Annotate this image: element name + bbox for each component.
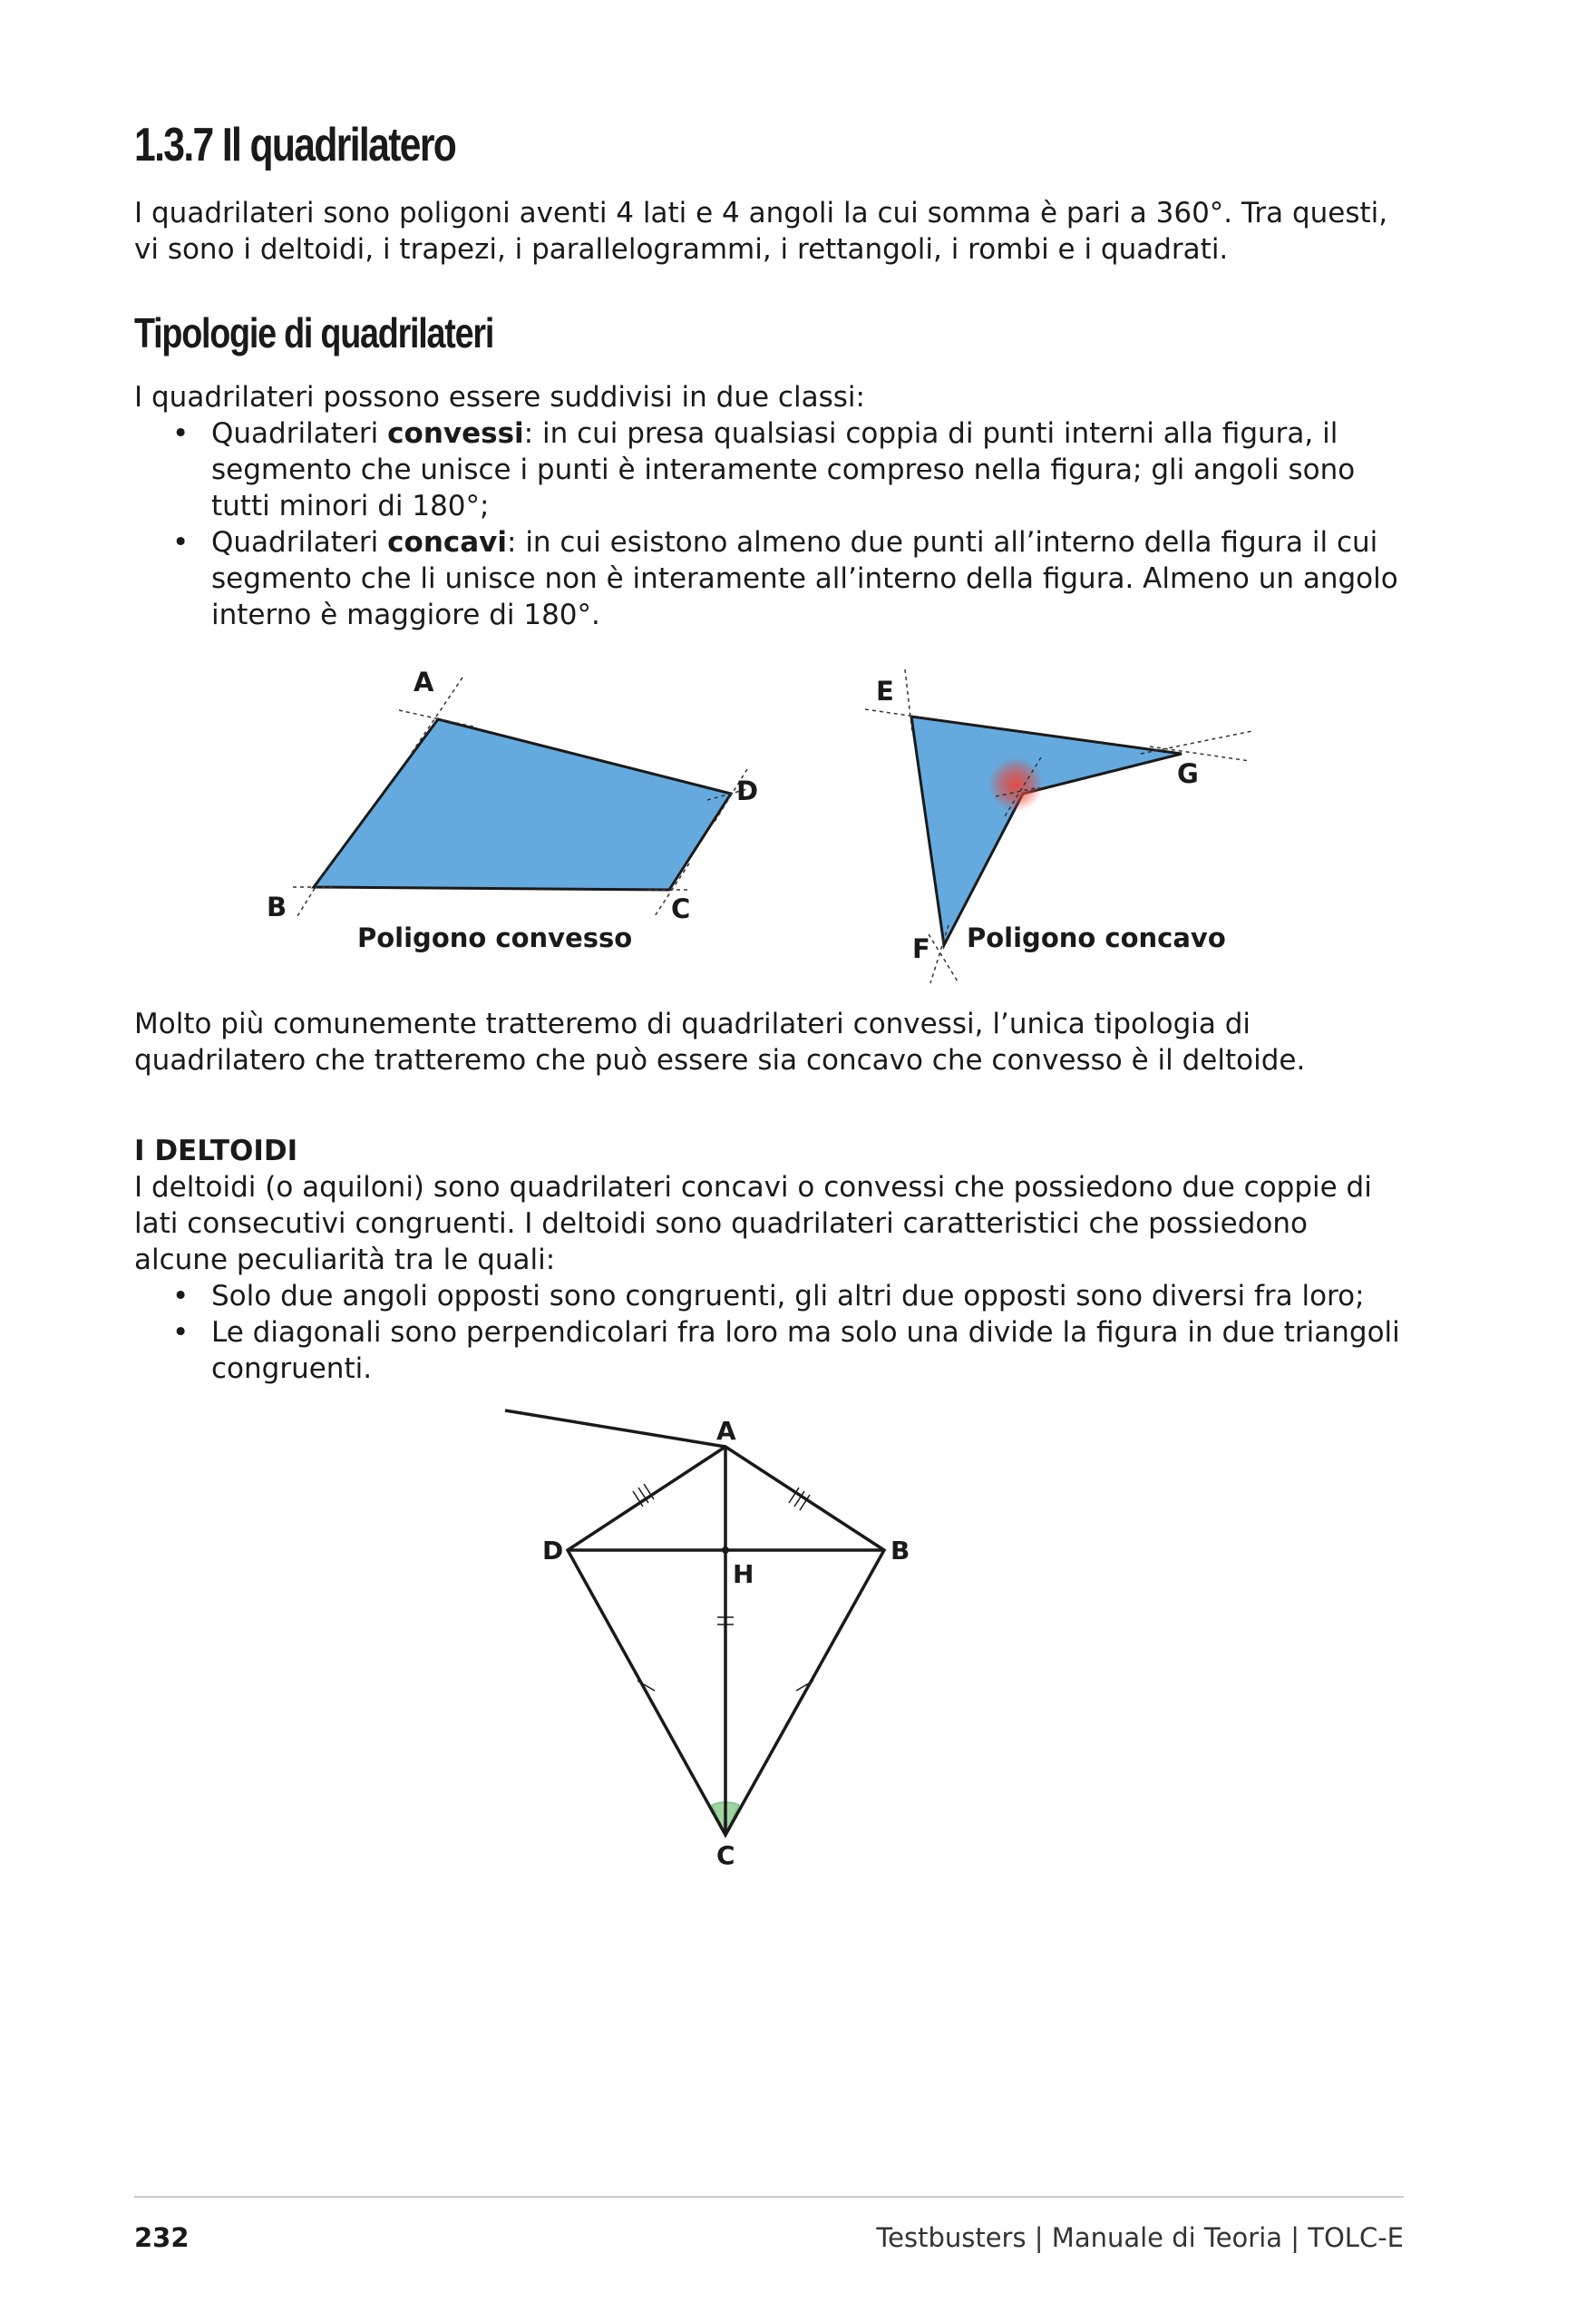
kite-point-h: H [733,1559,754,1589]
vertex-label-f: F [912,933,930,964]
bullet-text: : in cui esistono almeno due punti all’interno della figura il cui segmento che li unisce non è interamente all’interno della figura. Almeno un angolo interno è maggiore di 180°. [211,526,1398,631]
bullet-keyword: concavi [387,526,508,559]
footer-text: Testbusters | Manuale di Teoria | TOLC-E [876,2222,1404,2253]
kite-vertex-a: A [716,1416,736,1446]
footer-divider [134,2196,1404,2198]
bullet-dot: • [172,417,190,450]
bullet-dot: • [172,526,190,559]
point-h [722,1546,729,1554]
bullet-text: Solo due angoli opposti sono congruenti, gli altri due opposti sono diversi fra loro; [211,1280,1365,1312]
kite-vertex-c: C [716,1840,735,1870]
convex-polygon-label: Poligono convesso [357,922,633,953]
kite-vertex-d: D [542,1536,564,1566]
concave-polygon [911,717,1182,945]
convex-polygon [314,719,731,890]
kite-outline [505,1410,884,1835]
polygons-figure [134,653,1404,998]
reflex-angle-highlight [988,757,1043,812]
list-item [134,1314,1404,1387]
vertex-label-a: A [414,667,434,698]
kite-figure [533,1410,1114,1870]
vertex-label-g: G [1177,758,1199,789]
bullet-prefix: Quadrilateri [211,526,388,559]
list-item [134,415,1404,524]
bullet-prefix: Quadrilateri [211,417,388,450]
classes-list [134,415,1404,633]
bullet-text: : in cui presa qualsiasi coppia di punti interni alla figura, il segmento che unisce i punti è interamente compreso nella figura; gli angoli sono tutti minori di 180°; [211,417,1356,522]
bullet-text: Le diagonali sono perpendicolari fra loro ma solo una divide la figura in due triangoli congruenti. [211,1316,1400,1385]
subsection-title: Tipologie di quadrilateri [134,309,494,356]
deltoid-heading: I DELTOIDI [134,1135,298,1167]
classes-intro: I quadrilateri possono essere suddivisi in due classi: [134,381,865,414]
page [134,0,1404,2322]
vertex-label-d: D [736,776,759,806]
list-item [134,524,1404,633]
section-title: 1.3.7 Il quadrilatero [134,119,456,171]
paragraph-2: Molto più comunemente tratteremo di quadrilateri convessi, l’unica tipologia di quadrilatero che tratteremo che può essere sia concavo che convesso è il deltoide. [134,1008,1306,1077]
congruence-marks [633,1484,813,1691]
vertex-label-e: E [876,676,894,707]
bullet-dot: • [172,1280,190,1312]
page-number: 232 [134,2222,190,2253]
bullet-dot: • [172,1316,190,1349]
vertex-label-b: B [267,892,287,922]
deltoid-intro: I deltoidi (o aquiloni) sono quadrilateri concavi o convessi che possiedono due coppie di lati consecutivi congruenti. I deltoidi sono quadrilateri caratteristici che possiedono alcune peculiarità tra le quali: [134,1171,1372,1276]
concave-polygon-label: Poligono concavo [967,922,1226,953]
deltoid-list [134,1278,1404,1387]
bullet-keyword: convessi [387,417,524,450]
intro-paragraph: I quadrilateri sono poligoni aventi 4 lati e 4 angoli la cui somma è pari a 360°. Tra questi, vi sono i deltoidi, i trapezi, i parallelogrammi, i rettangoli, i rombi e i quadrati. [134,197,1388,266]
list-item [134,1278,1404,1314]
vertex-label-c: C [671,893,691,924]
kite-vertex-b: B [890,1536,910,1566]
